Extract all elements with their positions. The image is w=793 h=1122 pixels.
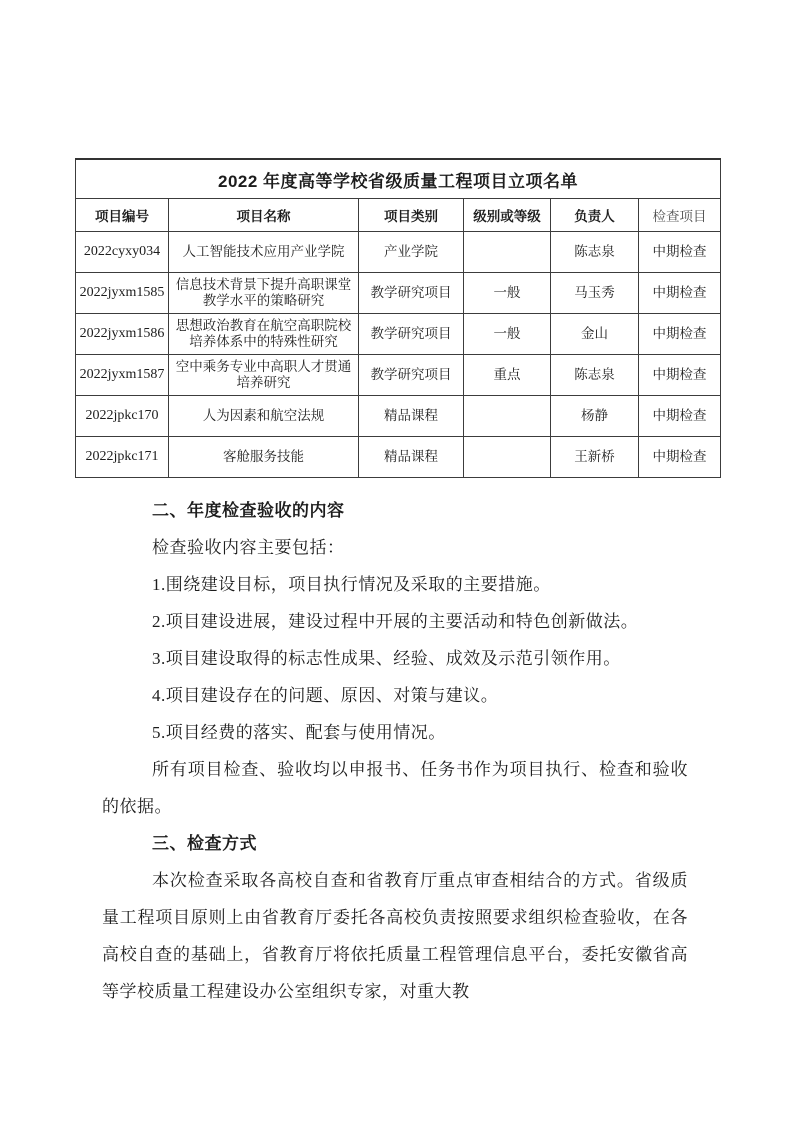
cell-project-type: 教学研究项目 — [359, 314, 464, 355]
closing-paragraph: 所有项目检查、验收均以申报书、任务书作为项目执行、检查和验收的依据。 — [102, 760, 688, 816]
cell-project-leader: 王新桥 — [551, 437, 639, 478]
col-header-project-id: 项目编号 — [76, 199, 169, 232]
cell-project-leader: 马玉秀 — [551, 273, 639, 314]
table-title: 2022 年度高等学校省级质量工程项目立项名单 — [76, 159, 721, 199]
cell-check-type: 中期检查 — [639, 396, 721, 437]
col-header-project-name: 项目名称 — [169, 199, 359, 232]
cell-check-type: 中期检查 — [639, 314, 721, 355]
cell-project-leader: 陈志泉 — [551, 232, 639, 273]
cell-project-id: 2022jpkc170 — [76, 396, 169, 437]
cell-project-level: 一般 — [464, 273, 551, 314]
cell-project-level — [464, 232, 551, 273]
intro-line: 检查验收内容主要包括： — [152, 538, 345, 557]
cell-project-name: 信息技术背景下提升高职课堂教学水平的策略研究 — [169, 273, 359, 314]
cell-project-level — [464, 396, 551, 437]
col-header-project-level: 级别或等级 — [464, 199, 551, 232]
table-row — [76, 396, 721, 437]
table-row — [76, 232, 721, 273]
cell-project-leader: 杨静 — [551, 396, 639, 437]
cell-project-leader: 金山 — [551, 314, 639, 355]
table-header-row — [76, 199, 721, 232]
cell-project-type: 产业学院 — [359, 232, 464, 273]
section-heading-3: 三、检查方式 — [152, 834, 257, 853]
check-item-1: 1.围绕建设目标，项目执行情况及采取的主要措施。 — [152, 575, 551, 594]
cell-project-name: 空中乘务专业中高职人才贯通培养研究 — [169, 355, 359, 396]
cell-check-type: 中期检查 — [639, 355, 721, 396]
col-header-project-type: 项目类别 — [359, 199, 464, 232]
cell-check-type: 中期检查 — [639, 232, 721, 273]
cell-project-id: 2022jyxm1585 — [76, 273, 169, 314]
check-item-4: 4.项目建设存在的问题、原因、对策与建议。 — [152, 686, 499, 705]
cell-project-name: 思想政治教育在航空高职院校培养体系中的特殊性研究 — [169, 314, 359, 355]
section3-paragraph: 本次检查采取各高校自查和省教育厅重点审查相结合的方式。省级质量工程项目原则上由省教育厅委托各高校负责按照要求组织检查验收，在各高校自查的基础上，省教育厅将依托质量工程管理信息平台，委托安徽省高等学校质量工程建设办公室组织专家，对重大教 — [102, 871, 688, 1001]
cell-project-type: 教学研究项目 — [359, 273, 464, 314]
table-title-row — [76, 159, 721, 199]
project-approval-table — [75, 158, 721, 478]
table-row — [76, 273, 721, 314]
cell-project-id: 2022jyxm1587 — [76, 355, 169, 396]
table-row — [76, 355, 721, 396]
cell-project-id: 2022jyxm1586 — [76, 314, 169, 355]
check-item-3: 3.项目建设取得的标志性成果、经验、成效及示范引领作用。 — [152, 649, 621, 668]
cell-project-name: 人为因素和航空法规 — [169, 396, 359, 437]
cell-project-type: 教学研究项目 — [359, 355, 464, 396]
section-heading-2: 二、年度检查验收的内容 — [152, 501, 345, 520]
cell-project-id: 2022cyxy034 — [76, 232, 169, 273]
cell-project-level — [464, 437, 551, 478]
col-header-project-leader: 负责人 — [551, 199, 639, 232]
cell-project-id: 2022jpkc171 — [76, 437, 169, 478]
cell-project-type: 精品课程 — [359, 437, 464, 478]
cell-project-level: 重点 — [464, 355, 551, 396]
table-row — [76, 314, 721, 355]
table-row — [76, 437, 721, 478]
check-item-2: 2.项目建设进展，建设过程中开展的主要活动和特色创新做法。 — [152, 612, 639, 631]
check-item-5: 5.项目经费的落实、配套与使用情况。 — [152, 723, 446, 742]
document-body — [102, 492, 688, 1010]
cell-check-type: 中期检查 — [639, 273, 721, 314]
cell-project-name: 人工智能技术应用产业学院 — [169, 232, 359, 273]
cell-project-type: 精品课程 — [359, 396, 464, 437]
col-header-check-type: 检查项目 — [639, 199, 721, 232]
cell-project-level: 一般 — [464, 314, 551, 355]
cell-project-name: 客舱服务技能 — [169, 437, 359, 478]
cell-check-type: 中期检查 — [639, 437, 721, 478]
cell-project-leader: 陈志泉 — [551, 355, 639, 396]
